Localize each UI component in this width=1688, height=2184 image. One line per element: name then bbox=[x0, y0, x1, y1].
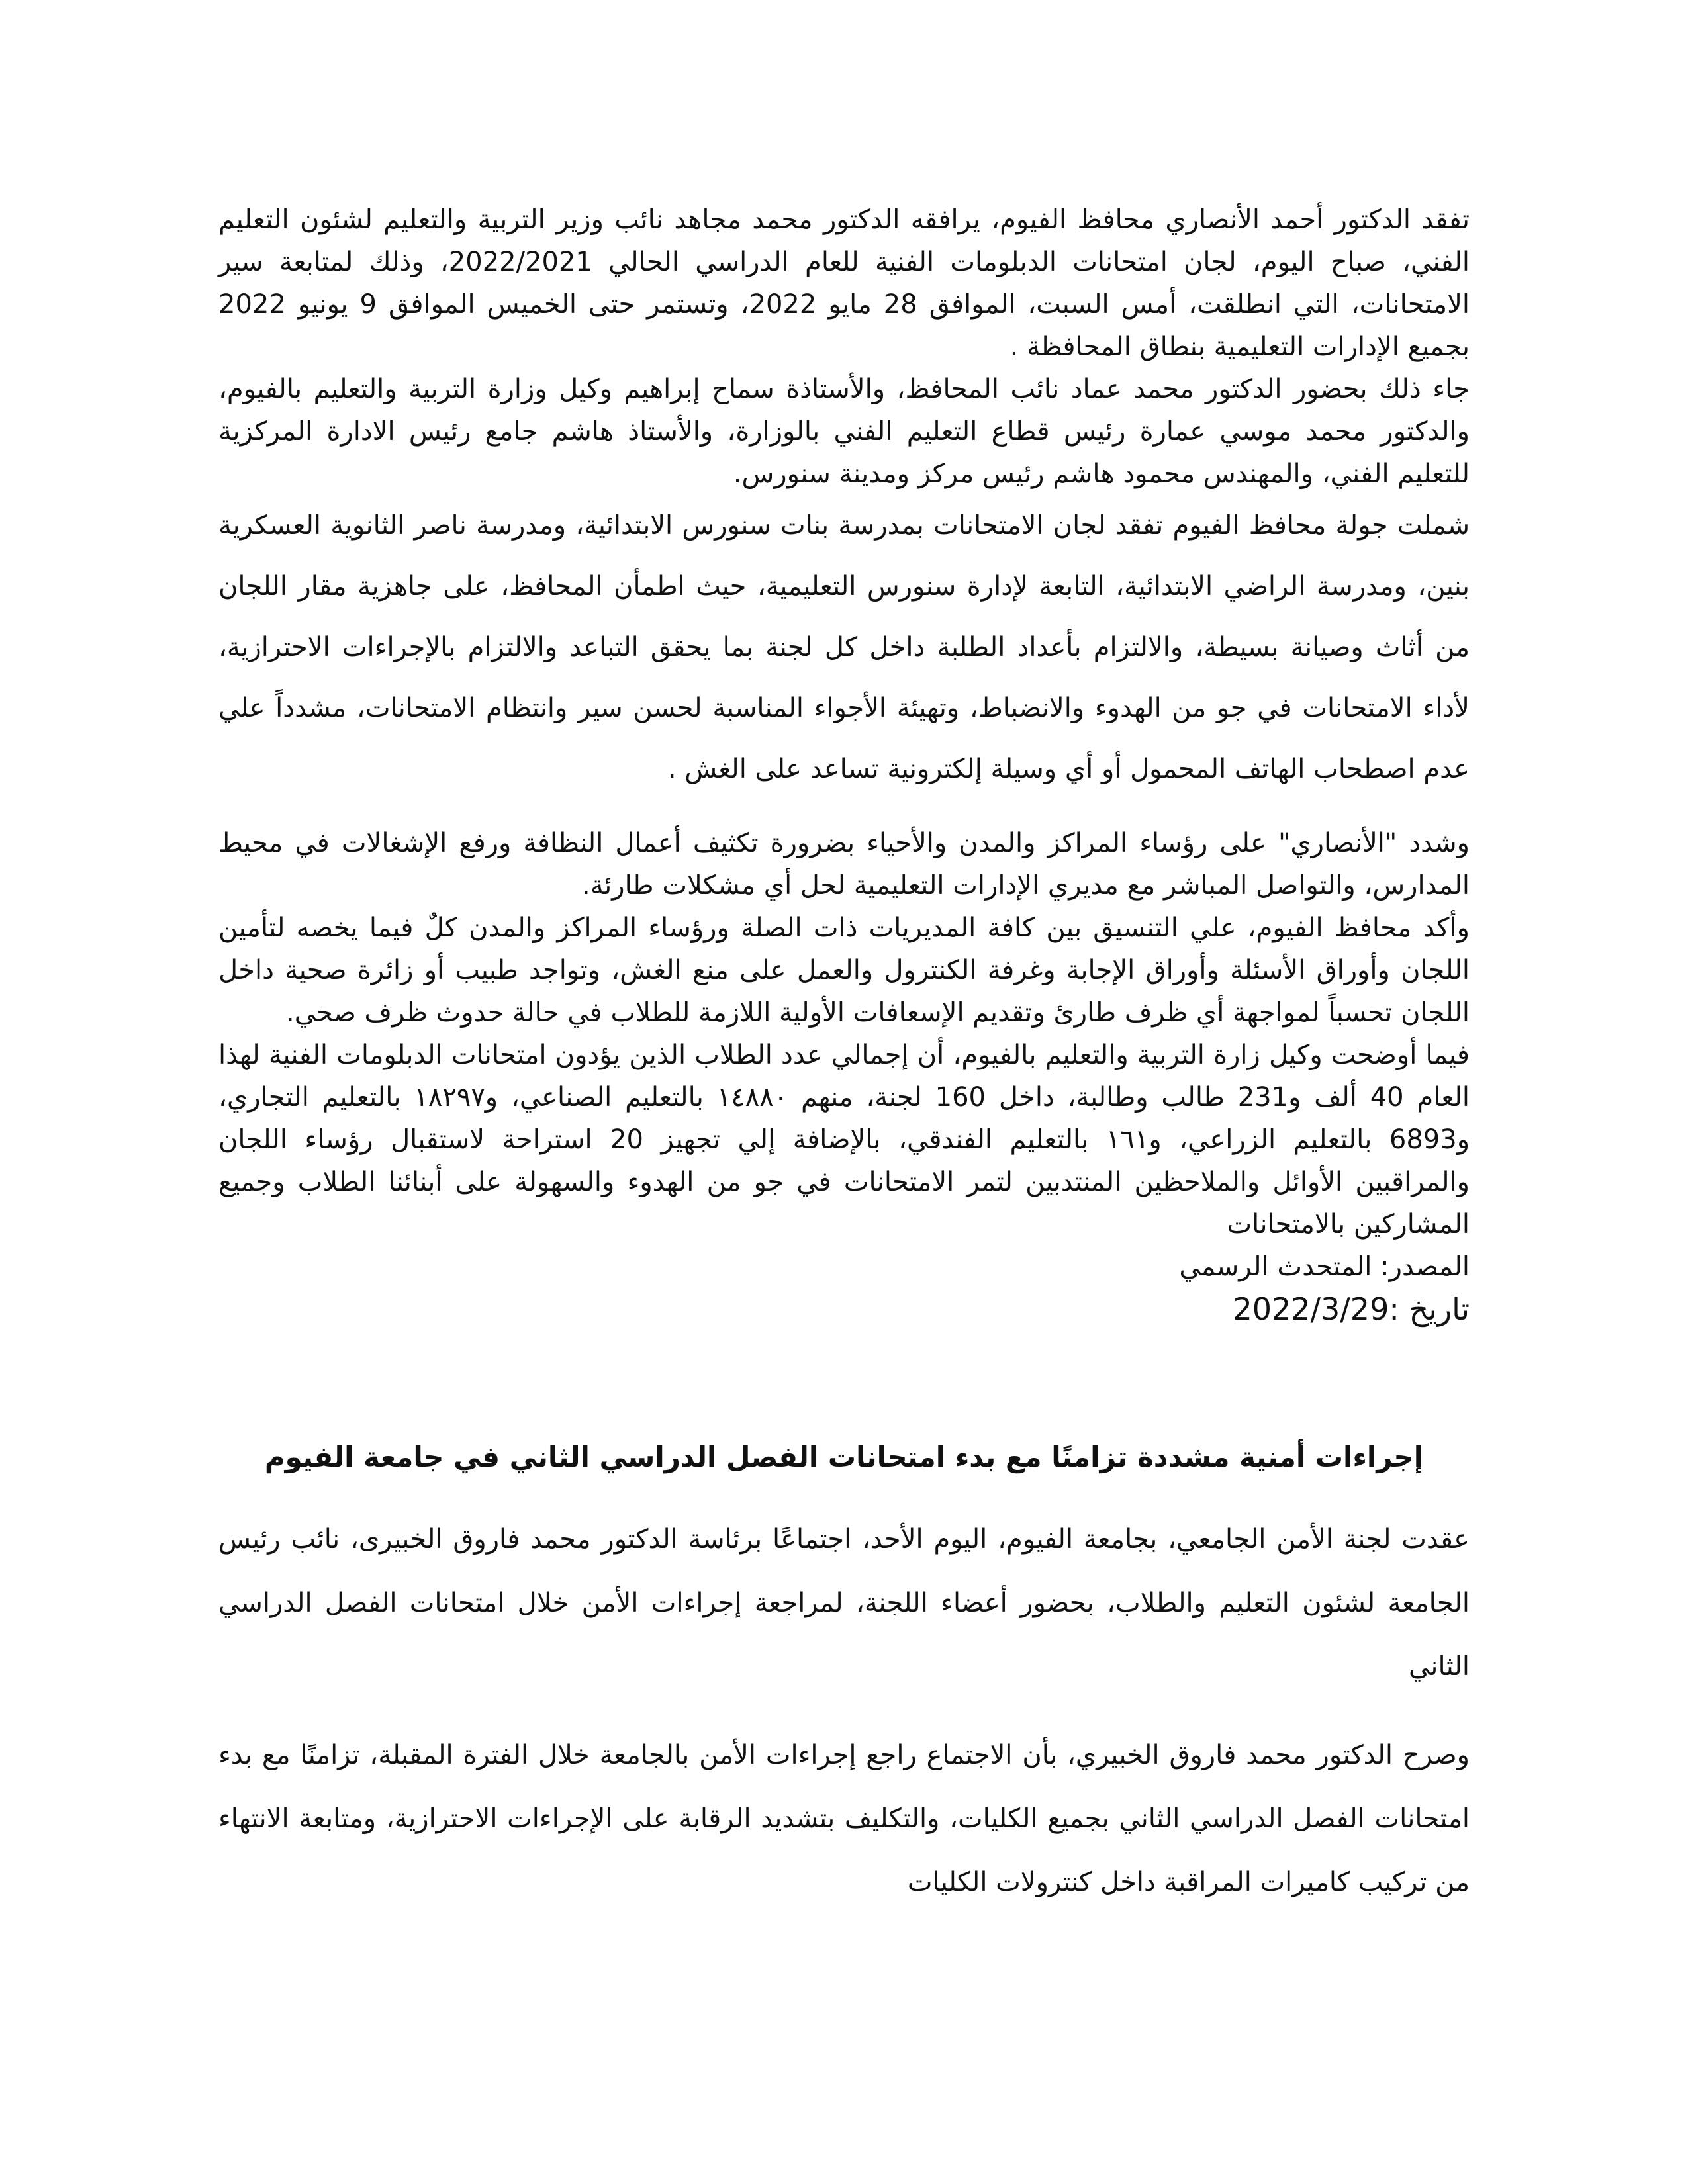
article1-paragraph-2: جاء ذلك بحضور الدكتور محمد عماد نائب المحافظ، والأستاذة سماح إبراهيم وكيل وزارة التربية والتعليم بالفيوم، والدكتور محمد موسي عمارة رئيس قطاع التعليم الفني بالوزارة، والأستاذ هاشم جامع رئيس الادارة المركزية للتعليم الفني، والمهندس محمود هاشم رئيس مركز ومدينة سنورس. bbox=[218, 374, 1470, 489]
article1-paragraph-4: وشدد "الأنصاري" على رؤساء المراكز والمدن والأحياء بضرورة تكثيف أعمال النظافة ورفع الإشغالات في محيط المدارس، والتواصل المباشر مع مديري الإدارات التعليمية لحل أي مشكلات طارئة. bbox=[218, 828, 1470, 901]
article2-paragraph-1: عقدت لجنة الأمن الجامعي، بجامعة الفيوم، اليوم الأحد، اجتماعًا برئاسة الدكتور محمد فاروق الخبيرى، نائب رئيس الجامعة لشئون التعليم والطلاب، بحضور أعضاء اللجنة، لمراجعة إجراءات الأمن خلال امتحانات الفصل الدراسي الثاني bbox=[218, 1524, 1470, 1682]
article1-date: تاريخ :2022/3/29 bbox=[1233, 1291, 1470, 1327]
document-page bbox=[218, 199, 1470, 1914]
article1-paragraph-1: تفقد الدكتور أحمد الأنصاري محافظ الفيوم، يرافقه الدكتور محمد مجاهد نائب وزير التربية والتعليم لشئون التعليم الفني، صباح اليوم، لجان امتحانات الدبلومات الفنية للعام الدراسي الحالي 2022/2021، وذلك لمتابعة سير الامتحانات، التي انطلقت، أمس السبت، الموافق 28 مايو 2022، وتستمر حتى الخميس الموافق 9 يونيو 2022 بجميع الإدارات التعليمية بنطاق المحافظة . bbox=[218, 205, 1470, 362]
article1-paragraph-5: وأكد محافظ الفيوم، علي التنسيق بين كافة المديريات ذات الصلة ورؤساء المراكز والمدن كلٌ فيما يخصه لتأمين اللجان وأوراق الأسئلة وأوراق الإجابة وغرفة الكنترول والعمل على منع الغش، وتواجد طبيب أو زائرة صحية داخل اللجان تحسباً لمواجهة أي ظرف طارئ وتقديم الإسعافات الأولية اللازمة للطلاب في حالة حدوث ظرف صحي. bbox=[218, 913, 1470, 1028]
article2-paragraph-2: وصرح الدكتور محمد فاروق الخبيري، بأن الاجتماع راجع إجراءات الأمن بالجامعة خلال الفترة المقبلة، تزامنًا مع بدء امتحانات الفصل الدراسي الثاني بجميع الكليات، والتكليف بتشديد الرقابة على الإجراءات الاحترازية، ومتابعة الانتهاء من تركيب كاميرات المراقبة داخل كنترولات الكليات bbox=[218, 1740, 1470, 1897]
article1-paragraph-6: فيما أوضحت وكيل زارة التربية والتعليم بالفيوم، أن إجمالي عدد الطلاب الذين يؤدون امتحانات الدبلومات الفنية لهذا العام 40 ألف و231 طالب وطالبة، داخل 160 لجنة، منهم ١٤٨٨٠ بالتعليم الصناعي، و١٨٢٩٧ بالتعليم التجاري، و6893 بالتعليم الزراعي، و١٦١ بالتعليم الفندقي، بالإضافة إلي تجهيز 20 استراحة لاستقبال رؤساء اللجان والمراقبين الأوائل والملاحظين المنتدبين لتمر الامتحانات في جو من الهدوء والسهولة على أبنائنا الطلاب وجميع المشاركين بالامتحانات bbox=[218, 1040, 1470, 1240]
article1-paragraph-3: شملت جولة محافظ الفيوم تفقد لجان الامتحانات بمدرسة بنات سنورس الابتدائية، ومدرسة ناصر الثانوية العسكرية بنين، ومدرسة الراضي الابتدائية، التابعة لإدارة سنورس التعليمية، حيث اطمأن المحافظ، على جاهزية مقار اللجان من أثاث وصيانة بسيطة، والالتزام بأعداد الطلبة داخل كل لجنة بما يحقق التباعد والالتزام بالإجراءات الاحترازية، لأداء الامتحانات في جو من الهدوء والانضباط، وتهيئة الأجواء المناسبة لحسن سير وانتظام الامتحانات، مشدداً علي عدم اصطحاب الهاتف المحمول أو أي وسيلة إلكترونية تساعد على الغش . bbox=[218, 510, 1470, 784]
article1-source: المصدر: المتحدث الرسمي bbox=[1179, 1251, 1470, 1282]
article2-headline: إجراءات أمنية مشددة تزامنًا مع بدء امتحانات الفصل الدراسي الثاني في جامعة الفيوم bbox=[264, 1441, 1424, 1473]
